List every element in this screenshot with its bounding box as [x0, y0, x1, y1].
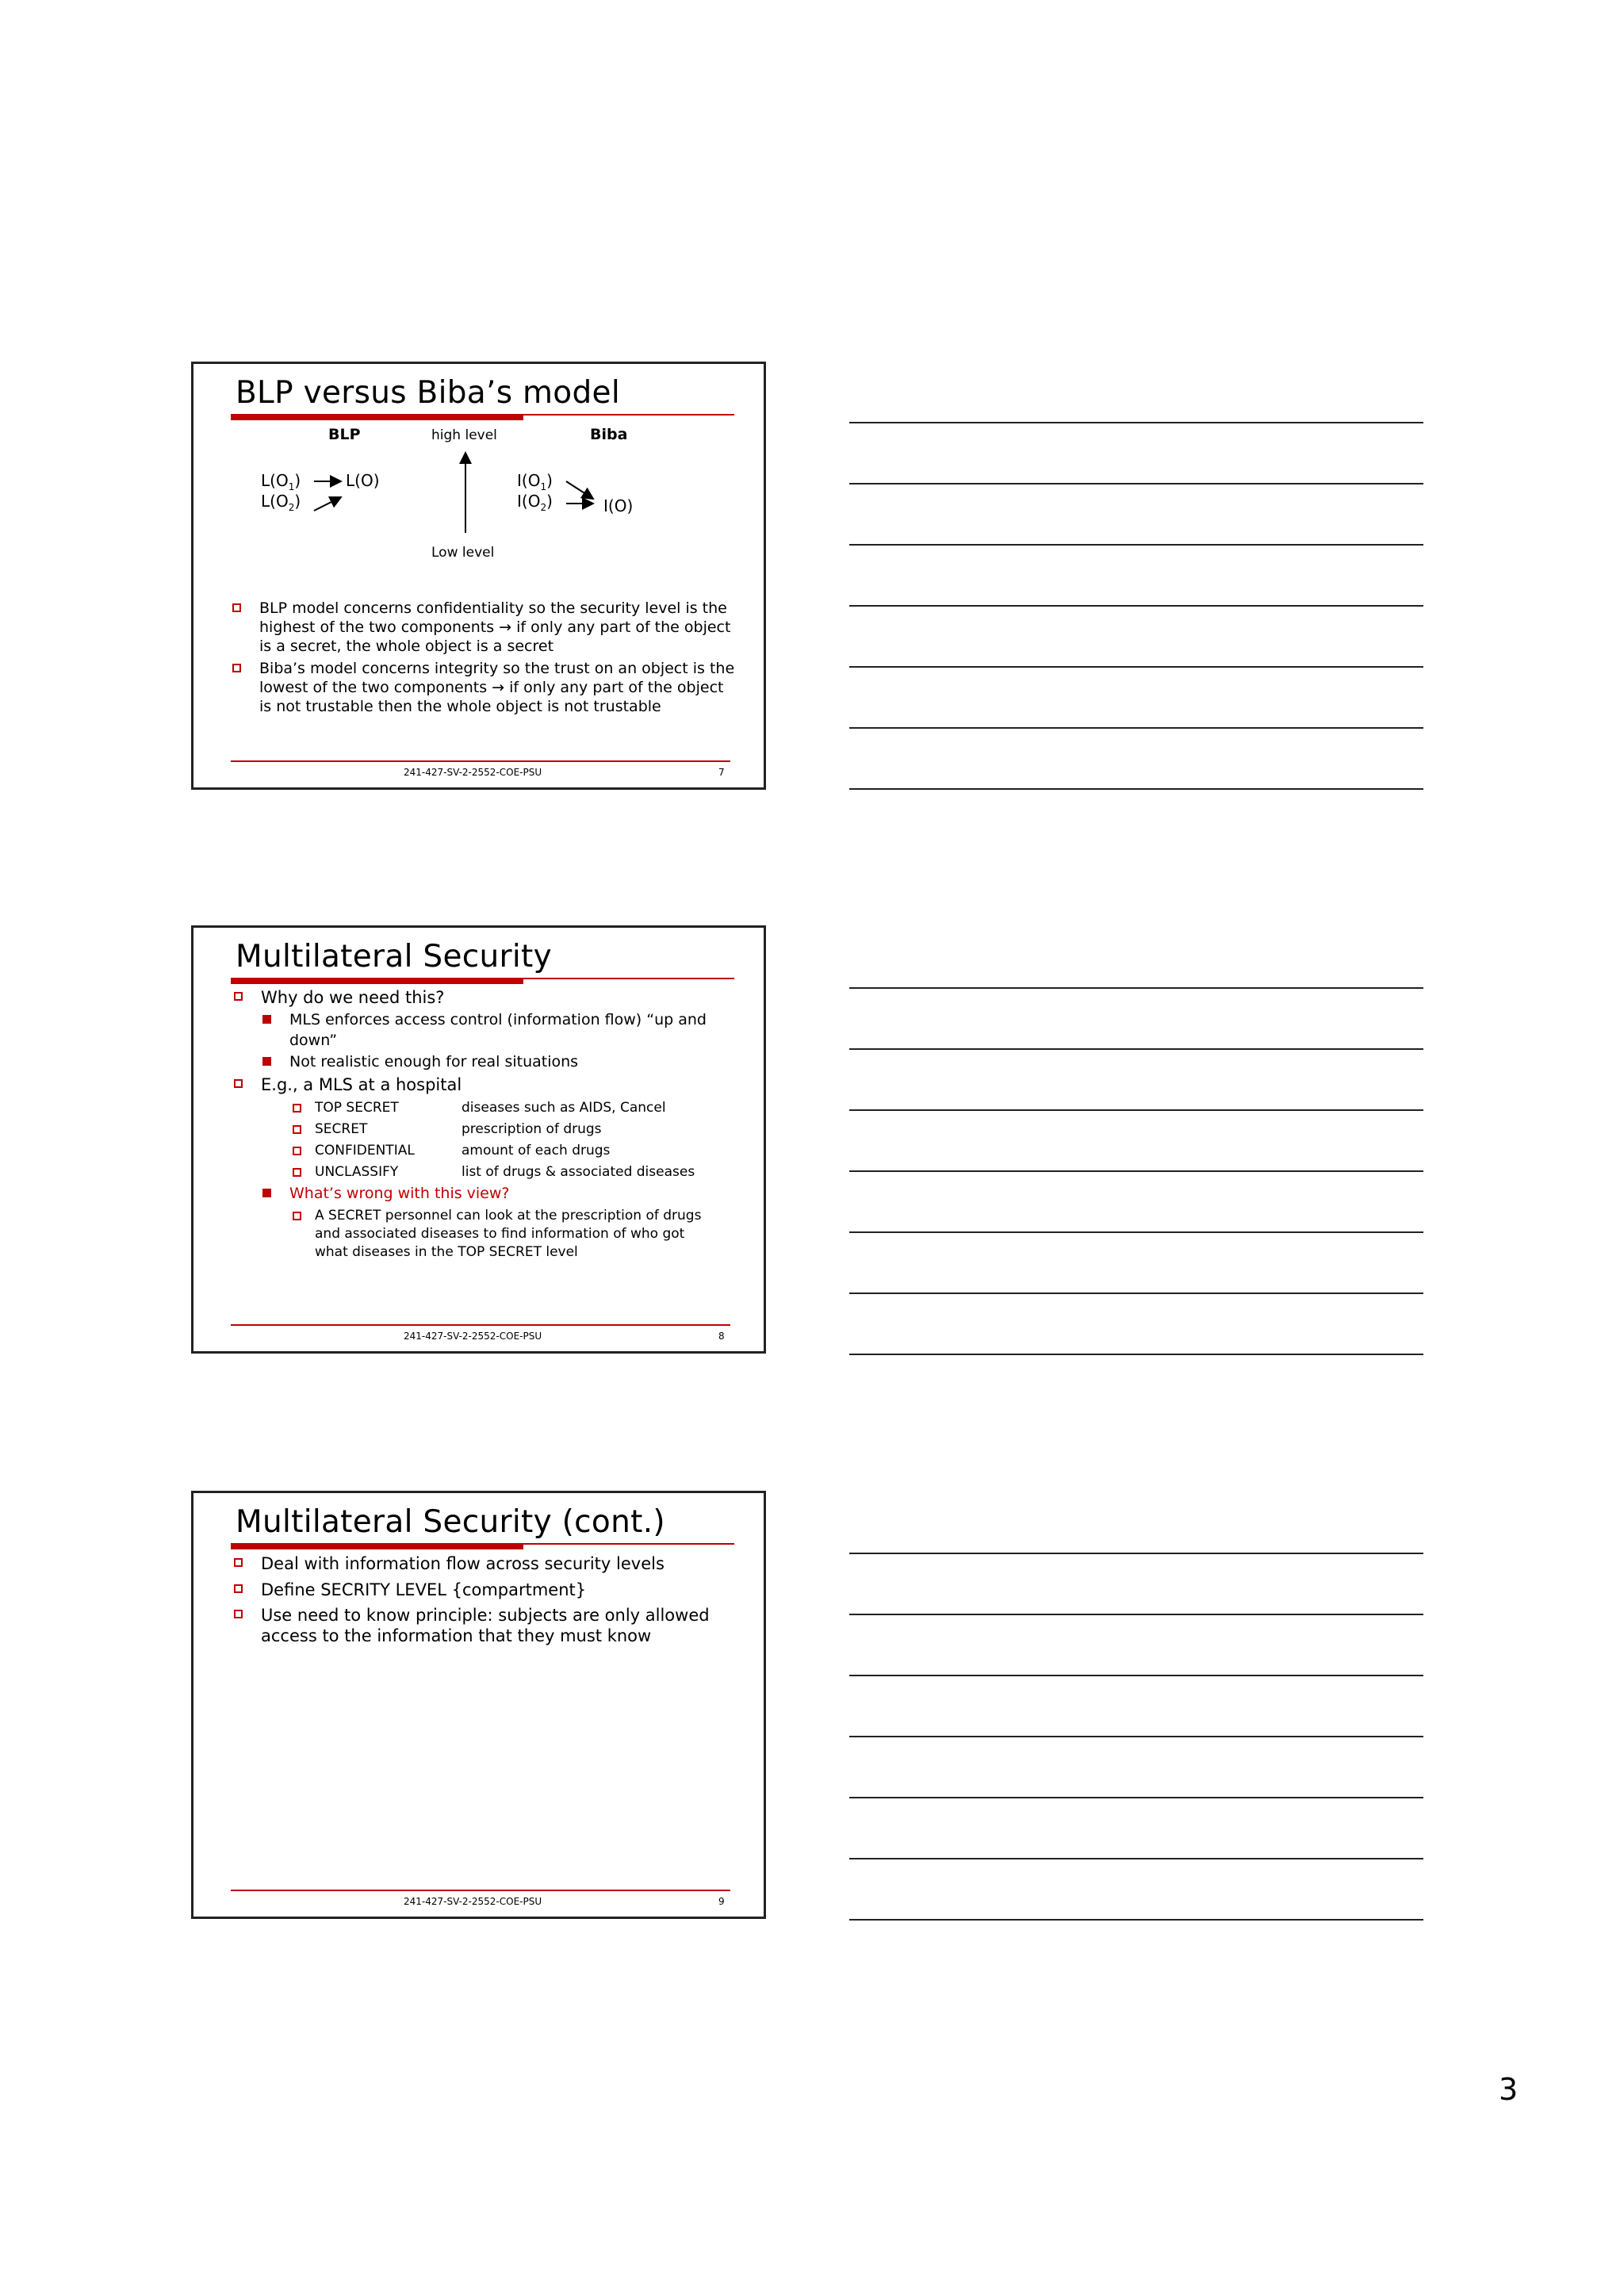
blp-input-1: $L(O_1)$	[261, 471, 301, 492]
title-accent-bar	[231, 1543, 523, 1549]
slide-title: BLP versus Biba’s model	[236, 375, 620, 411]
note-line	[849, 1354, 1423, 1355]
page-number: 3	[1499, 2072, 1519, 2107]
hollow-square-bullet-icon	[234, 1079, 243, 1088]
sub-bullet-whats-wrong: What’s wrong with this view?	[289, 1183, 733, 1204]
note-line	[849, 666, 1423, 668]
blp-arrow-2	[314, 497, 341, 511]
note-line	[849, 1293, 1423, 1294]
bullet-biba: Biba’s model concerns integrity so the trust on an object is the lowest of the two components → if only any part of the object is not trustable then the whole object is not trustable	[259, 659, 735, 716]
note-line	[849, 544, 1423, 546]
hollow-square-bullet-icon	[234, 1610, 243, 1618]
hollow-square-bullet-icon	[234, 992, 243, 1001]
footer-rule	[231, 1890, 730, 1891]
note-line	[849, 1614, 1423, 1615]
slide-footer: 241-427-SV-2-2552-COE-PSU	[404, 1896, 542, 1907]
note-line	[849, 422, 1423, 423]
hollow-square-bullet-icon	[293, 1147, 301, 1155]
biba-header: Biba	[590, 426, 628, 443]
filled-square-bullet-icon	[262, 1189, 271, 1197]
hollow-square-bullet-icon	[232, 664, 241, 672]
bullet-define-level: Define SECRITY LEVEL {compartment}	[261, 1580, 737, 1600]
note-line	[849, 1109, 1423, 1111]
note-line	[849, 483, 1423, 484]
note-line	[849, 1048, 1423, 1050]
slide-title: Multilateral Security	[236, 939, 552, 975]
note-line	[849, 1736, 1423, 1737]
filled-square-bullet-icon	[262, 1057, 271, 1066]
level-secret: SECRET prescription of drugs	[315, 1120, 727, 1139]
sub-bullet-not-realistic: Not realistic enough for real situations	[289, 1051, 733, 1072]
slide-number: 8	[718, 1331, 725, 1342]
bullet-blp: BLP model concerns confidentiality so the security level is the highest of the two components → if only any part of the object is a secret, the whole object is a secret	[259, 599, 735, 656]
slide-footer: 241-427-SV-2-2552-COE-PSU	[404, 767, 542, 778]
biba-arrow-1	[566, 481, 593, 499]
note-line	[849, 1919, 1423, 1921]
blp-header: BLP	[328, 426, 361, 443]
bullet-why: Why do we need this?	[261, 987, 737, 1008]
note-line	[849, 727, 1423, 729]
high-level-label: high level	[431, 427, 497, 443]
hollow-square-bullet-icon	[293, 1104, 301, 1113]
level-unclassify: UNCLASSIFY list of drugs & associated diseases	[315, 1163, 727, 1181]
hollow-square-bullet-icon	[293, 1125, 301, 1134]
bullet-info-flow: Deal with information flow across security levels	[261, 1553, 737, 1574]
biba-input-1: $I(O_1)$	[517, 471, 553, 492]
note-line	[849, 1170, 1423, 1172]
note-line	[849, 788, 1423, 790]
slide-number: 9	[718, 1896, 725, 1907]
level-confidential: CONFIDENTIAL amount of each drugs	[315, 1142, 727, 1160]
title-accent-bar	[231, 978, 523, 984]
biba-output: I(O)	[603, 496, 634, 515]
slide-title: Multilateral Security (cont.)	[236, 1504, 665, 1540]
footer-rule	[231, 1324, 730, 1326]
slide-number: 7	[718, 767, 725, 778]
diagram-arrows	[193, 364, 764, 570]
hollow-square-bullet-icon	[293, 1212, 301, 1220]
note-line	[849, 1553, 1423, 1554]
hollow-square-bullet-icon	[234, 1558, 243, 1567]
hollow-square-bullet-icon	[293, 1168, 301, 1177]
note-line	[849, 987, 1423, 989]
slide-8	[191, 925, 766, 1354]
filled-square-bullet-icon	[262, 1015, 271, 1024]
blp-output: L(O)	[346, 471, 380, 490]
note-line	[849, 1797, 1423, 1798]
sub-bullet-mls: MLS enforces access control (information flow) “up and down”	[289, 1009, 733, 1051]
level-top-secret: TOP SECRET diseases such as AIDS, Cancel	[315, 1099, 727, 1117]
bullet-need-to-know: Use need to know principle: subjects are only allowed access to the information that they must know	[261, 1605, 745, 1646]
slide-7	[191, 362, 766, 790]
note-line	[849, 605, 1423, 607]
blp-input-2: $L(O_2)$	[261, 492, 301, 513]
bullet-example: E.g., a MLS at a hospital	[261, 1074, 737, 1095]
slide-9	[191, 1491, 766, 1919]
sub-sub-bullet-answer: A SECRET personnel can look at the prescription of drugs and associated diseases to find information of who got what diseases in the TOP SECRET level	[315, 1207, 719, 1262]
hollow-square-bullet-icon	[234, 1584, 243, 1593]
note-line	[849, 1858, 1423, 1859]
hollow-square-bullet-icon	[232, 603, 241, 612]
note-line	[849, 1675, 1423, 1676]
footer-rule	[231, 760, 730, 762]
slide-footer: 241-427-SV-2-2552-COE-PSU	[404, 1331, 542, 1342]
biba-input-2: $I(O_2)$	[517, 492, 553, 513]
note-line	[849, 1231, 1423, 1233]
low-level-label: Low level	[431, 545, 495, 561]
